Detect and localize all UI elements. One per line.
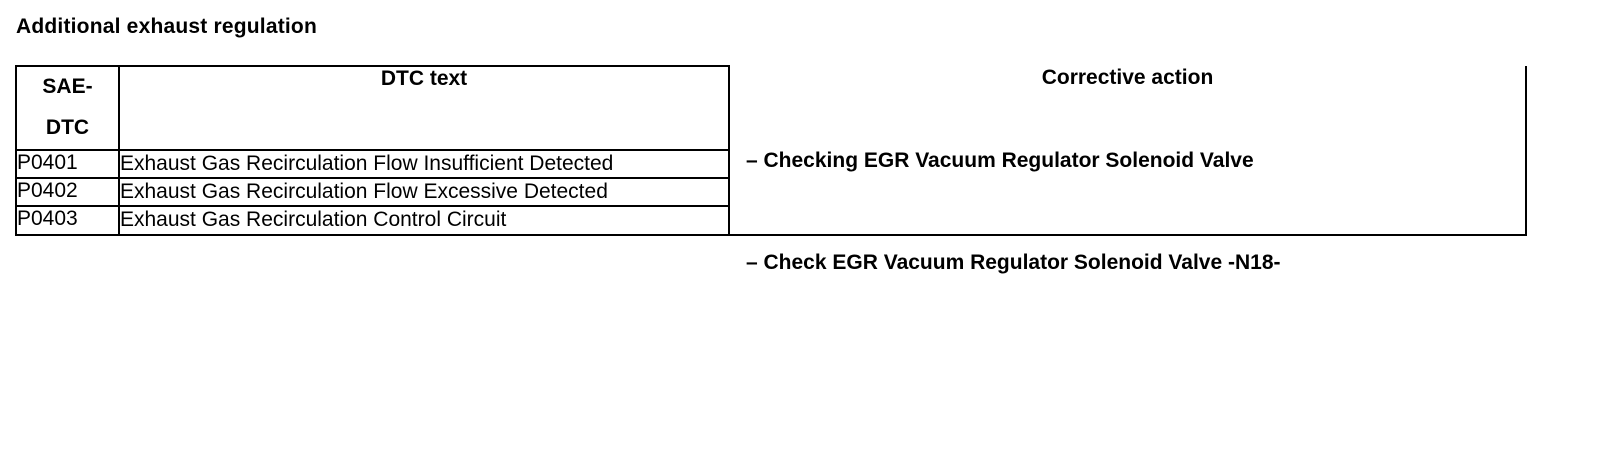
cell-dtc-text: Exhaust Gas Recirculation Flow Excessive Detected [119, 178, 729, 206]
corrective-action-item-2: – Check EGR Vacuum Regulator Solenoid Valve -N18- [746, 251, 1281, 274]
column-header-sae-dtc-line2: DTC [45, 115, 90, 139]
corrective-action-list [730, 66, 1525, 274]
cell-dtc-text: Exhaust Gas Recirculation Control Circuit [119, 206, 729, 234]
cell-dtc-text: Exhaust Gas Recirculation Flow Insufficient Detected [119, 150, 729, 178]
corrective-action-item-1: – Checking EGR Vacuum Regulator Solenoid Valve [746, 149, 1254, 172]
table-header-row [16, 66, 1526, 150]
column-header-sae-dtc [16, 66, 119, 150]
cell-dtc-code: P0401 [16, 150, 119, 178]
column-header-corrective-action [729, 66, 1526, 274]
page-title: Additional exhaust regulation [16, 15, 317, 38]
column-header-sae-dtc-line1: SAE- [42, 75, 93, 98]
cell-dtc-code: P0402 [16, 178, 119, 206]
dtc-table [15, 65, 1527, 274]
column-header-corrective-action-label: Corrective action [1041, 66, 1214, 89]
cell-dtc-code: P0403 [16, 206, 119, 234]
column-header-dtc-text: DTC text [119, 66, 729, 150]
